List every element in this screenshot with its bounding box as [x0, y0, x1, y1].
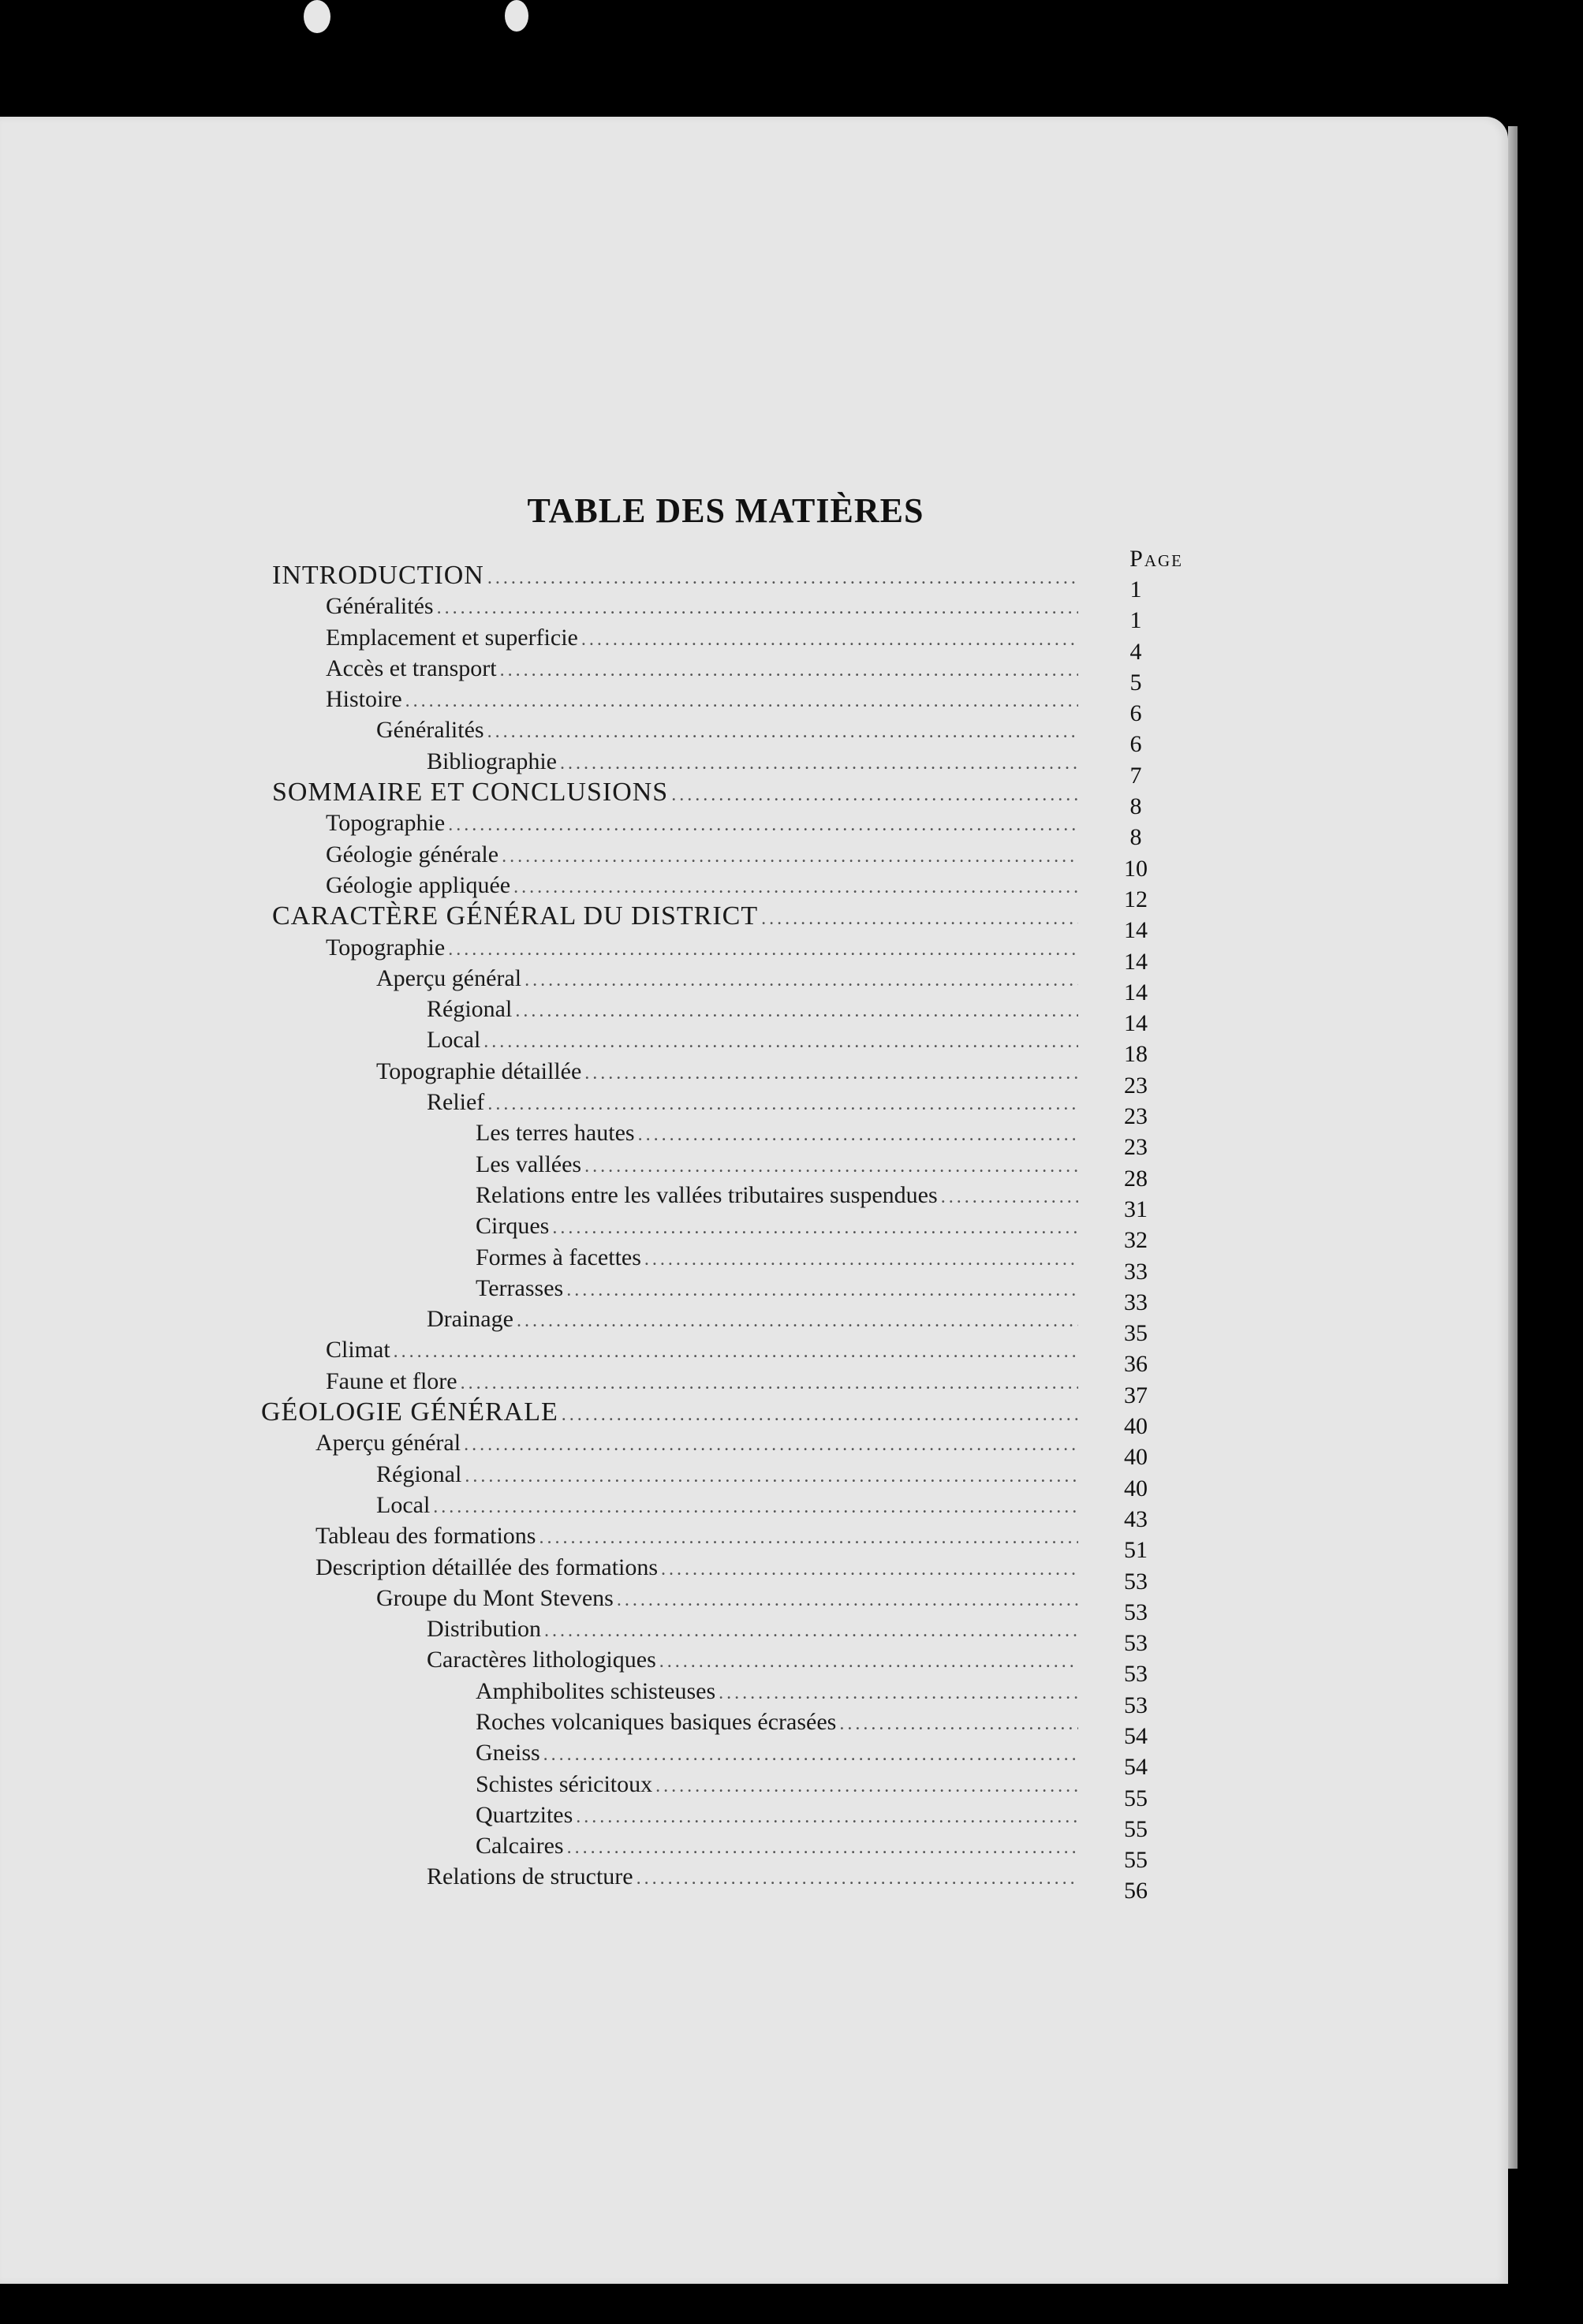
toc-row: [0, 622, 1508, 665]
toc-entry: [476, 1737, 1078, 1768]
toc-entry: [315, 1520, 1078, 1551]
dot-leader: [502, 841, 1078, 872]
toc-entry-label: Topographie: [326, 810, 446, 837]
dot-leader: [465, 1461, 1078, 1492]
toc-entry-label: Local: [376, 1491, 431, 1518]
toc-page-number: 53: [1124, 1598, 1148, 1625]
toc-row: [0, 1180, 1508, 1222]
toc-page-number: 40: [1124, 1475, 1148, 1501]
dot-leader: [638, 1120, 1078, 1151]
toc-page-number: 10: [1124, 855, 1148, 882]
dot-leader: [581, 625, 1078, 655]
toc-entry-label: Distribution: [427, 1616, 542, 1643]
toc-row: [0, 1210, 1508, 1254]
toc-page-number: 37: [1124, 1382, 1148, 1408]
dot-leader: [941, 1182, 1078, 1213]
dot-leader: [576, 1802, 1078, 1833]
dot-leader: [839, 1709, 1078, 1740]
dot-leader: [394, 1337, 1078, 1367]
toc-entry: [376, 714, 1078, 745]
toc-page-number: 36: [1124, 1351, 1148, 1378]
toc-row: [0, 591, 1508, 634]
toc-row: [0, 1366, 1508, 1408]
toc-page-number: 55: [1124, 1847, 1148, 1874]
toc-entry: [476, 1800, 1078, 1830]
toc-entry-label: Accès et transport: [326, 655, 497, 681]
toc-entry: [427, 1861, 1078, 1892]
dot-leader: [719, 1678, 1078, 1709]
toc-entry: [427, 1024, 1078, 1055]
dot-leader: [584, 1151, 1078, 1182]
toc-page-number: 8: [1129, 824, 1142, 851]
toc-page-number: 7: [1129, 762, 1142, 789]
dot-leader: [584, 1058, 1078, 1089]
dot-leader: [405, 686, 1078, 717]
toc-row: [0, 1800, 1508, 1842]
toc-row: [0, 1737, 1508, 1781]
toc-entry-label: Terrasses: [476, 1274, 564, 1301]
toc-entry: [427, 1613, 1078, 1644]
toc-entry: [427, 1304, 1078, 1334]
toc-row: [0, 1334, 1508, 1378]
toc-entry: [326, 1334, 1078, 1365]
toc-entry: [326, 1366, 1078, 1397]
toc-entry-label: GÉOLOGIE GÉNÉRALE: [261, 1397, 558, 1427]
dot-leader: [500, 655, 1078, 686]
toc-entry-label: Aperçu général: [376, 964, 522, 991]
toc-page-number: 40: [1124, 1413, 1148, 1440]
toc-page-number: 33: [1124, 1258, 1148, 1285]
toc-entry: [476, 1769, 1078, 1800]
dot-leader: [659, 1647, 1078, 1677]
toc-row: [0, 560, 1508, 602]
toc-entry: [272, 560, 1078, 591]
toc-entry: [376, 963, 1078, 994]
toc-row: [0, 1520, 1508, 1564]
toc-row: [0, 839, 1508, 882]
toc-entry-label: CARACTÈRE GÉNÉRAL DU DISTRICT: [272, 901, 759, 931]
toc-row: [0, 684, 1508, 727]
toc-row: [0, 1583, 1508, 1625]
toc-entry-label: Cirques: [476, 1213, 550, 1240]
toc-entry: [376, 1490, 1078, 1520]
scan-speck: [505, 0, 528, 32]
dot-leader: [448, 810, 1078, 841]
toc-row: [0, 808, 1508, 851]
toc-page-number: 53: [1124, 1568, 1148, 1595]
toc-row: [0, 1149, 1508, 1192]
dot-leader: [655, 1771, 1078, 1802]
toc-page-number: 54: [1124, 1754, 1148, 1781]
toc-row: [0, 1087, 1508, 1130]
toc-page-number: 1: [1129, 576, 1142, 602]
toc-row: [0, 1676, 1508, 1718]
toc-entry-label: Les terres hautes: [476, 1120, 635, 1147]
dot-leader: [761, 904, 1078, 934]
toc-page-number: 35: [1124, 1320, 1148, 1347]
toc-entry: [326, 870, 1078, 901]
page-column-header: Page: [1129, 546, 1183, 572]
toc-entry: [326, 653, 1078, 684]
dot-leader: [448, 934, 1078, 965]
toc-page-number: 14: [1124, 1010, 1148, 1037]
toc-row: [0, 1304, 1508, 1347]
dot-leader: [539, 1523, 1078, 1554]
toc-row: [0, 1427, 1508, 1471]
toc-page-number: 4: [1129, 638, 1142, 665]
toc-row: [0, 1861, 1508, 1904]
dot-leader: [487, 563, 1078, 594]
toc-entry-label: Caractères lithologiques: [427, 1647, 656, 1673]
toc-entry-label: Roches volcaniques basiques écrasées: [476, 1708, 837, 1735]
toc-row: [0, 714, 1508, 758]
toc-page-number: 6: [1129, 700, 1142, 727]
toc-entry: [476, 1149, 1078, 1180]
toc-entry-label: Formes à facettes: [476, 1244, 641, 1270]
toc-row: [0, 746, 1508, 789]
toc-page-number: 31: [1124, 1196, 1148, 1222]
toc-row: [0, 1056, 1508, 1099]
toc-entry-label: Gneiss: [476, 1740, 540, 1766]
toc-entry-label: INTRODUCTION: [272, 561, 484, 590]
toc-page-number: 55: [1124, 1785, 1148, 1811]
toc-entry: [427, 1644, 1078, 1675]
toc-entry: [427, 1087, 1078, 1117]
toc-entry-label: Schistes séricitoux: [476, 1770, 653, 1797]
toc-entry: [376, 1459, 1078, 1490]
toc-entry: [326, 684, 1078, 714]
toc-row: [0, 1273, 1508, 1315]
toc-entry-label: Groupe du Mont Stevens: [376, 1584, 614, 1611]
dot-leader: [464, 1430, 1078, 1460]
toc-row: [0, 1830, 1508, 1874]
toc-entry: [326, 622, 1078, 653]
dot-leader: [552, 1213, 1078, 1244]
toc-page-number: 5: [1129, 669, 1142, 696]
toc-page-number: 43: [1124, 1505, 1148, 1532]
toc-entry: [427, 746, 1078, 777]
toc-entry: [326, 839, 1078, 870]
dot-leader: [513, 872, 1078, 903]
dot-leader: [644, 1244, 1078, 1275]
toc-entry: [261, 1397, 1078, 1427]
toc-entry: [427, 994, 1078, 1024]
toc-page-number: 6: [1129, 731, 1142, 758]
dot-leader: [671, 780, 1078, 811]
toc-page-number: 8: [1129, 793, 1142, 820]
toc-page-number: 33: [1124, 1289, 1148, 1315]
toc-row: [0, 994, 1508, 1037]
toc-entry: [376, 1583, 1078, 1613]
toc-entry-label: Les vallées: [476, 1151, 582, 1177]
toc-entry: [476, 1180, 1078, 1210]
toc-page-number: 56: [1124, 1878, 1148, 1904]
toc-entry: [476, 1242, 1078, 1273]
dot-leader: [637, 1863, 1078, 1894]
dot-leader: [661, 1554, 1078, 1585]
toc-page-number: 40: [1124, 1444, 1148, 1471]
toc-entry-label: Régional: [376, 1460, 462, 1487]
toc-entry-label: Tableau des formations: [315, 1523, 536, 1550]
toc-entry-label: Faune et flore: [326, 1367, 457, 1394]
toc-page-number: 12: [1124, 886, 1148, 912]
dot-leader: [544, 1616, 1078, 1647]
toc-row: [0, 1242, 1508, 1285]
toc-page-number: 18: [1124, 1041, 1148, 1068]
dot-leader: [461, 1368, 1078, 1399]
toc-page-number: 53: [1124, 1630, 1148, 1657]
page-edge: [1508, 126, 1518, 2169]
toc-entry-label: Histoire: [326, 686, 402, 713]
dot-leader: [483, 1027, 1078, 1058]
toc-page-number: 53: [1124, 1661, 1148, 1688]
dot-leader: [525, 965, 1078, 996]
toc-entry-label: Généralités: [376, 717, 484, 744]
toc-entry-label: Drainage: [427, 1306, 513, 1333]
dot-leader: [543, 1740, 1078, 1770]
toc-row: [0, 1117, 1508, 1161]
toc-entry-label: Géologie appliquée: [326, 871, 511, 898]
toc-row: [0, 870, 1508, 912]
toc-entry-label: Climat: [326, 1337, 390, 1363]
toc-row: [0, 1769, 1508, 1811]
toc-row: [0, 1552, 1508, 1595]
toc-page-number: 32: [1124, 1227, 1148, 1254]
table-of-contents: [0, 560, 1508, 1904]
toc-page-number: 53: [1124, 1692, 1148, 1718]
toc-entry-label: Local: [427, 1027, 481, 1054]
toc-row: [0, 1024, 1508, 1068]
toc-page-number: 14: [1124, 948, 1148, 975]
toc-entry: [272, 777, 1078, 808]
toc-entry: [376, 1056, 1078, 1087]
toc-row: [0, 1644, 1508, 1688]
dot-leader: [567, 1833, 1078, 1863]
scan-speck: [304, 0, 330, 33]
toc-entry-label: Généralités: [326, 593, 434, 620]
toc-row: [0, 1613, 1508, 1657]
toc-entry-label: Calcaires: [476, 1833, 564, 1860]
toc-entry: [326, 808, 1078, 838]
toc-page-number: 23: [1124, 1103, 1148, 1130]
toc-entry-label: Quartzites: [476, 1801, 573, 1828]
toc-page-number: 23: [1124, 1134, 1148, 1161]
toc-row: [0, 653, 1508, 696]
toc-entry: [272, 901, 1078, 931]
toc-row: [0, 1490, 1508, 1532]
toc-entry: [476, 1210, 1078, 1241]
toc-entry-label: Relations entre les vallées tributaires suspendues: [476, 1181, 938, 1208]
toc-page-number: 28: [1124, 1165, 1148, 1192]
toc-page-number: 51: [1124, 1537, 1148, 1564]
toc-page-number: 14: [1124, 979, 1148, 1005]
toc-entry-label: Amphibolites schisteuses: [476, 1677, 716, 1704]
dot-leader: [515, 996, 1078, 1027]
dot-leader: [487, 717, 1078, 748]
toc-row: [0, 901, 1508, 944]
toc-entry-label: Emplacement et superficie: [326, 624, 578, 651]
dot-leader: [487, 1089, 1078, 1120]
toc-entry-label: Régional: [427, 996, 513, 1023]
toc-entry-label: Bibliographie: [427, 748, 557, 774]
toc-entry: [476, 1117, 1078, 1148]
toc-entry-label: Géologie générale: [326, 841, 499, 867]
dot-leader: [562, 1400, 1078, 1431]
page-title: TABLE DES MATIÈRES: [527, 491, 924, 530]
toc-page-number: 55: [1124, 1815, 1148, 1842]
toc-row: [0, 1397, 1508, 1440]
toc-entry: [315, 1552, 1078, 1583]
toc-row: [0, 932, 1508, 975]
dot-leader: [517, 1306, 1078, 1337]
toc-entry: [476, 1830, 1078, 1861]
dot-leader: [617, 1585, 1078, 1616]
toc-page-number: 1: [1129, 607, 1142, 634]
toc-entry: [476, 1707, 1078, 1737]
toc-entry-label: SOMMAIRE ET CONCLUSIONS: [272, 778, 669, 808]
dot-leader: [433, 1492, 1078, 1523]
toc-page-number: 54: [1124, 1722, 1148, 1749]
toc-entry-label: Topographie détaillée: [376, 1058, 582, 1084]
toc-entry-label: Aperçu général: [315, 1430, 461, 1457]
toc-entry: [476, 1676, 1078, 1707]
toc-entry: [315, 1427, 1078, 1458]
toc-entry: [476, 1273, 1078, 1304]
toc-entry-label: Relations de structure: [427, 1863, 633, 1890]
toc-row: [0, 1707, 1508, 1749]
toc-entry: [326, 932, 1078, 963]
toc-row: [0, 777, 1508, 820]
dot-leader: [560, 748, 1078, 779]
dot-leader: [566, 1275, 1078, 1306]
dot-leader: [437, 593, 1078, 624]
toc-entry-label: Description détaillée des formations: [315, 1554, 659, 1580]
toc-entry: [326, 591, 1078, 621]
toc-entry-label: Relief: [427, 1089, 485, 1116]
toc-row: [0, 1459, 1508, 1501]
toc-row: [0, 963, 1508, 1005]
toc-page-number: 14: [1124, 917, 1148, 944]
toc-entry-label: Topographie: [326, 934, 446, 961]
toc-page-number: 23: [1124, 1072, 1148, 1099]
